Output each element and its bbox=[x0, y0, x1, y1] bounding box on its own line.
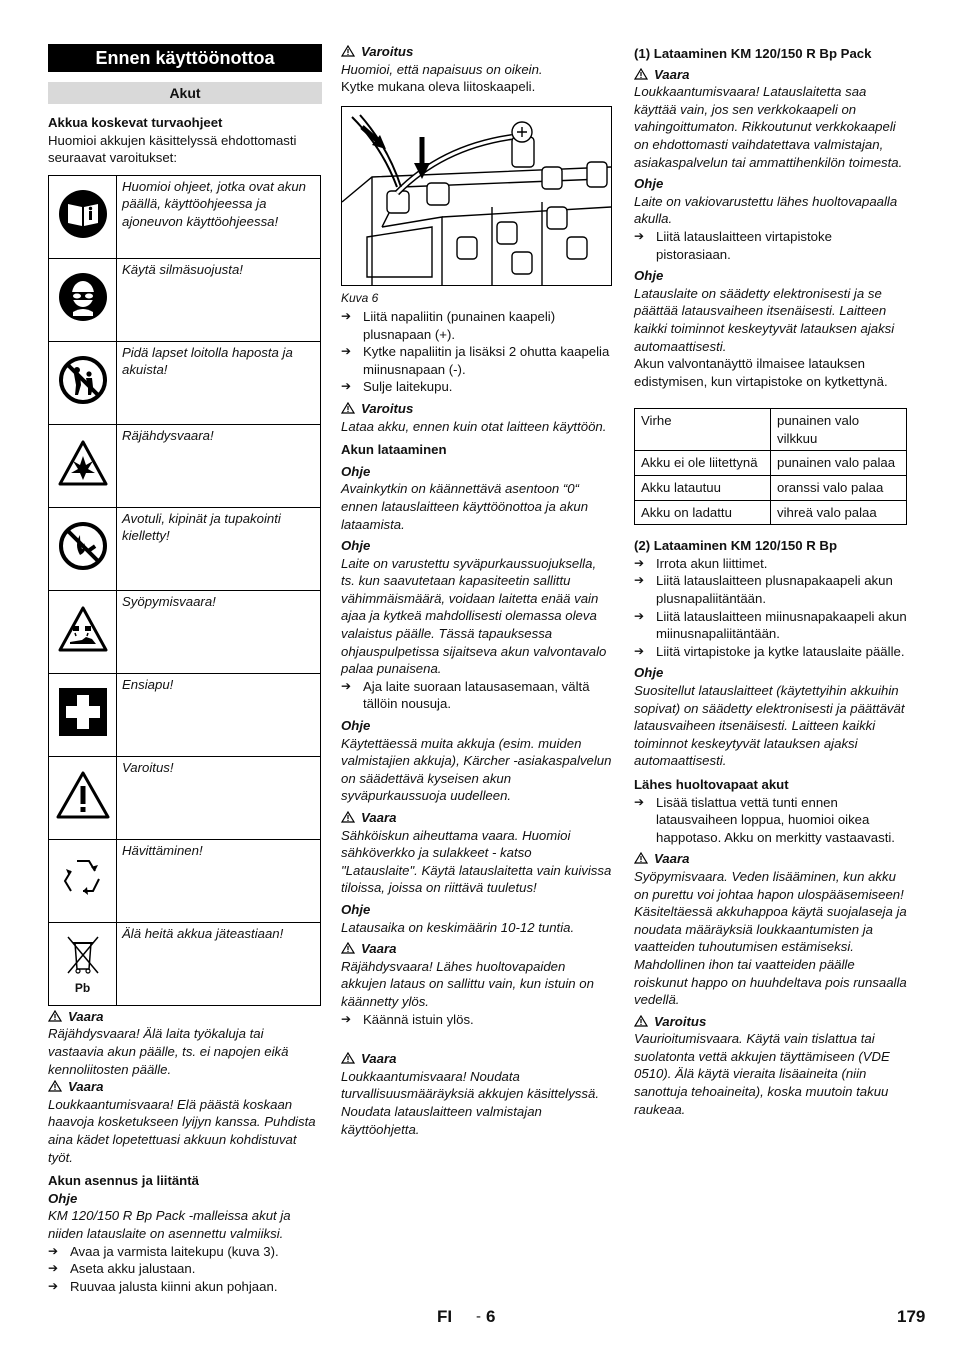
list-item: ➔ Liitä latauslaitteen plusnapakaapeli akun plusnapaliitäntään. bbox=[634, 573, 893, 607]
footer-local-page: 6 bbox=[486, 1307, 496, 1326]
symbol-text: Varoitus! bbox=[117, 756, 321, 839]
table-row: Akku ei ole liitettynä punainen valo palaa bbox=[635, 451, 907, 476]
warning-icon bbox=[341, 1052, 355, 1064]
table-row bbox=[49, 341, 321, 424]
arrow-icon: ➔ bbox=[48, 1278, 59, 1293]
column-3 bbox=[634, 40, 907, 1118]
symbol-text: Huomioi ohjeet, jotka ovat akun päällä, käyttöohjeessa ja ajoneuvon käyttöohjeessa! bbox=[117, 175, 321, 258]
symbol-text: Hävittäminen! bbox=[117, 839, 321, 922]
varoitus-text: Vaurioitumisvaara. Käytä vain tislattua tai suolatonta vettä akkujen täyttämiseen (VDE 0510). Älä käytä vieraita lisäaineita (niin sanottuja tehoaineita), koska muutoin takuu raukeaa. bbox=[634, 1031, 890, 1117]
arrow-icon: ➔ bbox=[48, 1261, 59, 1276]
warning-icon bbox=[48, 1010, 62, 1022]
arrow-icon: ➔ bbox=[341, 379, 352, 394]
vaara-label: Vaara bbox=[634, 850, 907, 868]
table-row bbox=[49, 839, 321, 922]
warning-icon bbox=[634, 852, 648, 864]
warning-icon bbox=[634, 68, 648, 80]
ohje-text: Käytettäessä muita akkuja (esim. muiden valmistajien akkuja), Kärcher -asiakaspalvelun on säädettävä kyseisen akun syväpurkaussuoja uudelleen. bbox=[341, 735, 612, 804]
varoitus-label: Varoitus bbox=[634, 1013, 907, 1031]
ohje-label: Ohje bbox=[48, 1190, 78, 1206]
list-item: ➔ Ruuvaa jalusta kiinni akun pohjaan. bbox=[48, 1278, 278, 1294]
vaara-text: Loukkaantumisvaara! Latauslaitetta saa käyttää vain, jos sen verkkokaapeli on vahingoittumaton. Rikkoutunut verkkokaapeli on ehdottomasti vaihdatettava valmistajan, asiakaspalvelun tai ammattihenkilön toimesta. bbox=[634, 84, 903, 170]
vaara-label: Vaara bbox=[341, 940, 612, 958]
vaara-text: Räjähdysvaara! Älä laita työkaluja tai vastaavia akun päälle, ts. ei napojen eikä kennoliitosten päälle. bbox=[48, 1026, 289, 1077]
manual-icon bbox=[58, 189, 108, 239]
vaara-label: Vaara bbox=[48, 1008, 322, 1026]
arrow-icon: ➔ bbox=[634, 228, 645, 243]
table-row bbox=[49, 922, 321, 1005]
symbol-text: Ensiapu! bbox=[117, 673, 321, 756]
list-item: ➔ Liitä latauslaitteen miinusnapakaapeli akun miinusnapaliitäntään. bbox=[634, 608, 907, 642]
table-row bbox=[49, 507, 321, 590]
subsection-title: Akut bbox=[48, 82, 322, 104]
connect-text: Kytke mukana oleva liitoskaapeli. bbox=[341, 79, 536, 95]
list-item: ➔ Avaa ja varmista laitekupu (kuva 3). bbox=[48, 1243, 279, 1259]
arrow-icon: ➔ bbox=[634, 794, 645, 809]
section-title: Ennen käyttöönottoa bbox=[48, 44, 322, 72]
section-heading: (2) Lataaminen KM 120/150 R Bp bbox=[634, 538, 838, 554]
list-item: ➔ Aja laite suoraan latausasemaan, vältä tällöin nousuja. bbox=[341, 678, 590, 712]
list-item: ➔ Aseta akku jalustaan. bbox=[48, 1261, 196, 1277]
varoitus-label: Varoitus bbox=[341, 400, 612, 418]
table-row: Virhe punainen valo vilkkuu bbox=[635, 409, 907, 451]
figure-caption: Kuva 6 bbox=[341, 291, 379, 306]
safety-heading: Akkua koskevat turvaohjeet bbox=[48, 115, 223, 130]
corrosive-icon bbox=[58, 606, 108, 652]
varoitus-text: Lataa akku, ennen kuin otat laitteen käyttöön. bbox=[341, 418, 607, 434]
list-item: ➔ Käännä istuin ylös. bbox=[341, 1011, 474, 1027]
warning-icon bbox=[341, 45, 355, 57]
table-row bbox=[49, 424, 321, 507]
warning-icon bbox=[341, 811, 355, 823]
footer-separator: - bbox=[476, 1308, 481, 1325]
list-item: ➔ Liitä virtapistoke ja kytke latauslaite päälle. bbox=[634, 643, 905, 659]
vaara-label: Vaara bbox=[48, 1078, 322, 1096]
list-item: ➔ Lisää tislattua vettä tunti ennen latausvaiheen loppua, huomioi oikea happotaso. Akku on merkitty vastaavasti. bbox=[634, 794, 895, 845]
ohje-label: Ohje bbox=[634, 176, 664, 192]
ohje-text: Latauslaite on säädetty elektronisesti ja se päättää latausvaiheen itsenäisesti. Laitteen kaikki toiminnot keskeytyvät latauksen ajaksi automaattisesti. bbox=[634, 285, 895, 354]
arrow-icon: ➔ bbox=[634, 573, 645, 588]
ohje-text: KM 120/150 R Bp Pack -malleissa akut ja niiden latauslaite on asennettu valmiiksi. bbox=[48, 1208, 291, 1241]
warning-icon bbox=[341, 402, 355, 414]
install-heading: Akun asennus ja liitäntä bbox=[48, 1173, 199, 1189]
table-row: Akku on ladattu vihreä valo palaa bbox=[635, 500, 907, 525]
table-row: Akku latautuu oranssi valo palaa bbox=[635, 476, 907, 501]
list-item: ➔ Irrota akun liittimet. bbox=[634, 555, 768, 571]
ohje-label: Ohje bbox=[634, 268, 664, 284]
arrow-icon: ➔ bbox=[341, 1011, 352, 1026]
charging-heading: Akun lataaminen bbox=[341, 442, 447, 458]
list-item: ➔ Sulje laitekupu. bbox=[341, 379, 453, 395]
footer-language: FI bbox=[437, 1307, 453, 1326]
ohje-label: Ohje bbox=[341, 901, 371, 917]
vaara-label: Vaara bbox=[341, 1050, 612, 1068]
pb-label: Pb bbox=[74, 981, 91, 996]
symbol-text: Syöpymisvaara! bbox=[117, 590, 321, 673]
column-2 bbox=[341, 40, 612, 1138]
vaara-label: Vaara bbox=[634, 66, 907, 84]
monitor-text: Akun valvontanäyttö ilmaisee latauksen edistymisen, kun virtapistoke on kytkettynä. bbox=[634, 356, 888, 389]
varoitus-label: Varoitus bbox=[341, 43, 612, 61]
table-row bbox=[49, 673, 321, 756]
arrow-icon: ➔ bbox=[634, 555, 645, 570]
ohje-label: Ohje bbox=[341, 463, 371, 479]
ohje-label: Ohje bbox=[634, 665, 664, 681]
goggles-icon bbox=[58, 272, 108, 322]
section-heading: (1) Lataaminen KM 120/150 R Bp Pack bbox=[634, 46, 872, 61]
arrow-icon: ➔ bbox=[341, 344, 352, 359]
warning-icon bbox=[56, 771, 110, 819]
column-1 bbox=[48, 40, 322, 1295]
vaara-label: Vaara bbox=[341, 809, 612, 827]
warning-icon bbox=[634, 1015, 648, 1027]
ohje-text: Latausaika on keskimäärin 10-12 tuntia. bbox=[341, 919, 575, 935]
safety-intro: Huomioi akkujen käsittelyssä ehdottomasti seuraavat varoitukset: bbox=[48, 132, 297, 166]
arrow-icon: ➔ bbox=[634, 643, 645, 658]
ohje-text: Avainkytkin on käännettävä asentoon “0“ ennen latauslaitteen käyttöönottoa ja akun lataamista. bbox=[341, 481, 589, 532]
ohje-text: Laite on vakiovarustettu lähes huoltovapaalla akulla. bbox=[634, 193, 898, 227]
vaara-text: Sähköiskun aiheuttama vaara. Huomioi sähköverkko ja sulakkeet - katso "Latauslaite". Käytä latauslaitetta vain kuivissa tiloissa, joissa on riittävä tuuletus! bbox=[341, 827, 612, 896]
vaara-text: Loukkaantumisvaara! Noudata turvallisuusmääräyksiä akkujen käsittelyssä. Noudata latauslaitteen valmistajan käyttöohjetta. bbox=[341, 1068, 599, 1137]
symbol-table bbox=[48, 175, 321, 1006]
table-row bbox=[49, 258, 321, 341]
first-aid-icon bbox=[58, 687, 108, 737]
list-item: ➔ Kytke napaliitin ja lisäksi 2 ohutta kaapelia miinusnapaan (-). bbox=[341, 344, 610, 377]
varoitus-text: Huomioi, että napaisuus on oikein. bbox=[341, 61, 543, 77]
battery-figure bbox=[341, 106, 612, 286]
ohje-text: Laite on varustettu syväpurkaussuojuksella, ts. kun saavutetaan kapasiteetin sallittu vähimmäismäärä, voidaan laitetta enää vain ajaa ja kytkeä mahdollisesti olemassa oleva valaistus päälle. Tässä tapauksessa ohjauspulpetissa sijaitseva akun valvontavalo palaa punaisena. bbox=[341, 555, 607, 677]
table-row bbox=[49, 175, 321, 258]
symbol-text: Älä heitä akkua jäteastiaan! bbox=[117, 922, 321, 1005]
explosion-icon bbox=[58, 440, 108, 486]
vaara-text: Räjähdysvaara! Lähes huoltovapaiden akkujen lataus on sallittu vain, kun istuin on käännetty ylös. bbox=[341, 958, 594, 1009]
no-fire-icon bbox=[58, 521, 108, 571]
symbol-text: Räjähdysvaara! bbox=[117, 424, 321, 507]
table-row bbox=[49, 756, 321, 839]
symbol-text: Käytä silmäsuojusta! bbox=[117, 258, 321, 341]
recycle-icon bbox=[57, 853, 109, 903]
arrow-icon: ➔ bbox=[48, 1243, 59, 1258]
symbol-text: Pidä lapset loitolla haposta ja akuista! bbox=[117, 341, 321, 424]
arrow-icon: ➔ bbox=[341, 678, 352, 693]
section-heading: Lähes huoltovapaat akut bbox=[634, 776, 789, 792]
no-trash-icon bbox=[58, 933, 108, 977]
vaara-text: Syöpymisvaara. Veden lisääminen, kun akku on purettu voi johtaa hapon ulospääsemiseen! Käsiteltäessä akkuhappoa käytä suojalaseja ja noudata määräyksiä loukkaantumisten ja vaatteiden tuhoutumisen estämiseksi. Mahdollinen ihon tai vaatteiden päälle roiskunut happo on huuhdeltava pois runsaalla vedellä. bbox=[634, 868, 907, 1008]
ohje-text: Suositellut latauslaitteet (käytettyihin akkuihin sopivat) on säädetty elektronisesti ja päättävät latausvaiheen itsenäisesti. Laitteen kaikki toiminnot keskeytyvät latauksen ajaksi automaattisesti. bbox=[634, 683, 905, 769]
status-table bbox=[634, 408, 907, 525]
ohje-label: Ohje bbox=[341, 538, 371, 554]
arrow-icon: ➔ bbox=[341, 308, 352, 323]
keep-children-away-icon bbox=[58, 355, 108, 405]
vaara-text: Loukkaantumisvaara! Elä päästä koskaan haavoja kosketukseen lyijyn kanssa. Puhdista aina kädet lopetettuasi akkuun kohdistuvat työt. bbox=[48, 1096, 316, 1165]
warning-icon bbox=[48, 1080, 62, 1092]
arrow-icon: ➔ bbox=[634, 608, 645, 623]
table-row bbox=[49, 590, 321, 673]
symbol-text: Avotuli, kipinät ja tupakointi kielletty! bbox=[117, 507, 321, 590]
list-item: ➔ Liitä latauslaitteen virtapistoke pistorasiaan. bbox=[634, 228, 832, 262]
warning-icon bbox=[341, 942, 355, 954]
page-number: 179 bbox=[897, 1307, 926, 1326]
list-item: ➔ Liitä napaliitin (punainen kaapeli) plusnapaan (+). bbox=[341, 308, 556, 342]
ohje-label: Ohje bbox=[341, 718, 371, 734]
